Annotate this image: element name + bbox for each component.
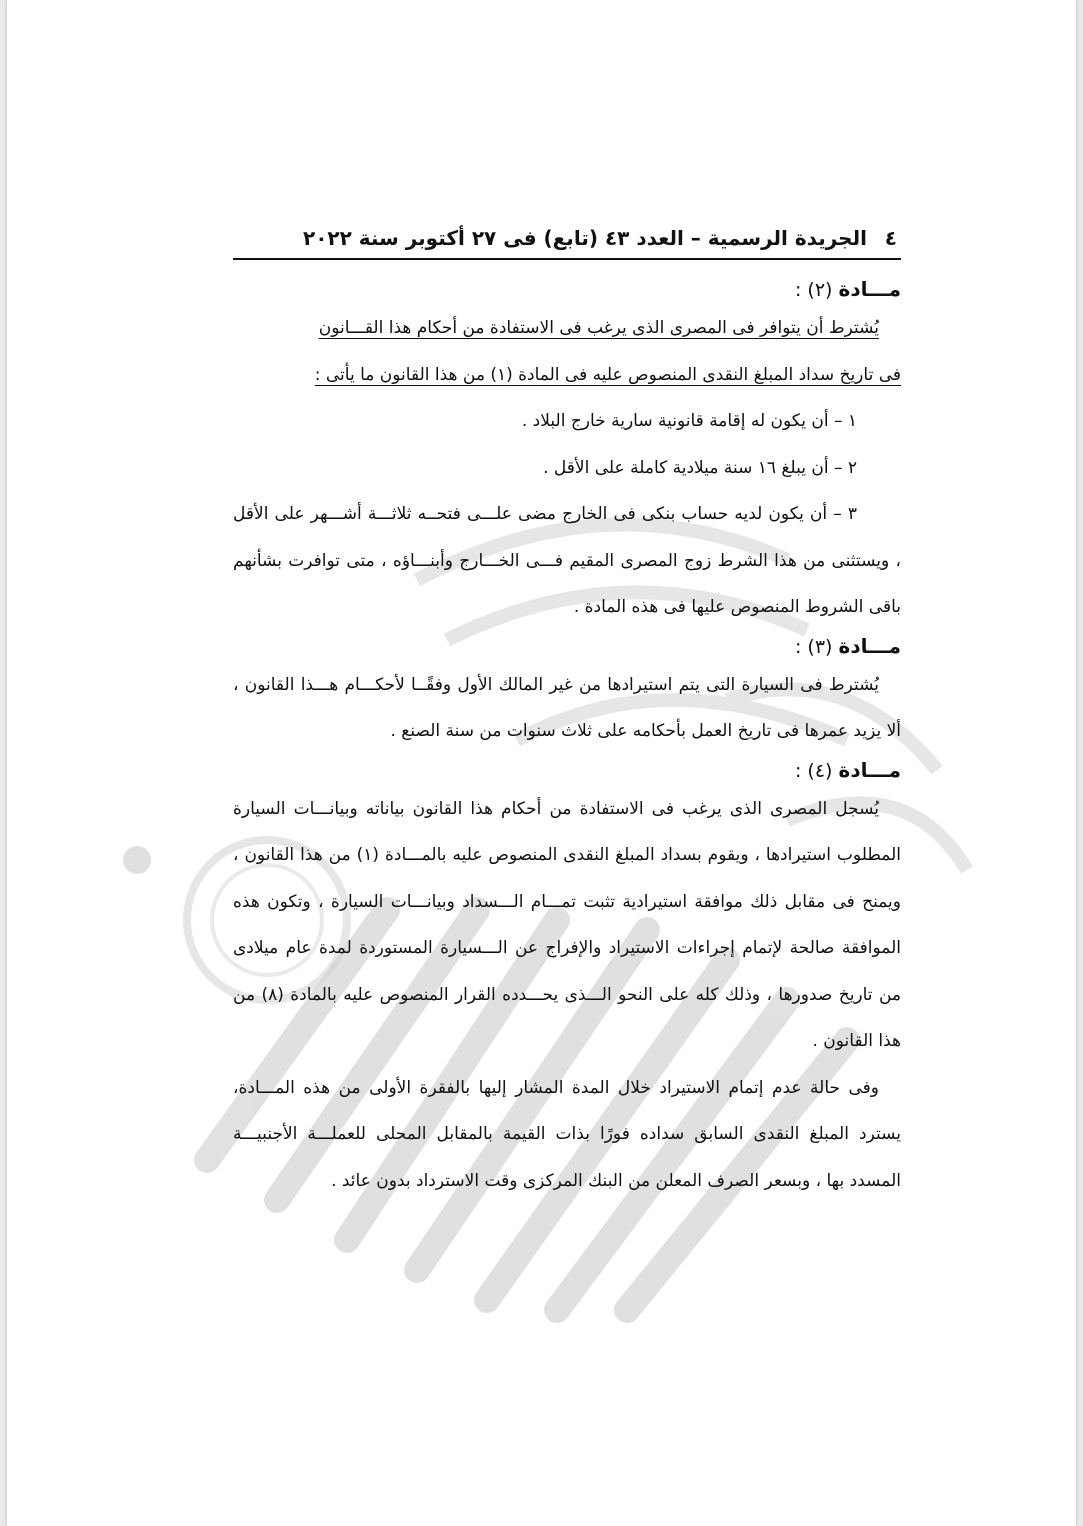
article-2-label: مـــادة bbox=[838, 277, 901, 301]
article-2-item-3: ٣ – أن يكون لديه حساب بنكى فى الخارج مضى علـــى فتحــه ثلاثـــة أشـــهر على الأقل ، ويستثنى من هذا الشرط زوج المصرى المقيم فـــى الخـــارج وأبنـــاؤه ، متى توافرت بشأنهم باقى الشروط المنصوص عليها فى هذه المادة . bbox=[233, 504, 901, 617]
article-2-number: (٢) : bbox=[794, 279, 833, 301]
gazette-title: الجريدة الرسمية – العدد ٤٣ (تابع) فى ٢٧ أكتوبر سنة ٢٠٢٢ bbox=[303, 226, 867, 250]
article-2-line-2: فى تاريخ سداد المبلغ النقدى المنصوص عليه فى المادة (١) من هذا القانون ما يأتى : bbox=[314, 364, 901, 385]
article-3-label: مـــادة bbox=[838, 633, 901, 658]
article-4-paragraph-1: يُسجل المصرى الذى يرغب فى الاستفادة من أحكام هذا القانون بياناته وبيانـــات السيارة المطلوب استيرادها ، ويقوم بسداد المبلغ النقدى المنصوص عليه بالمـــادة (١) من هذا القانون ، ويمنح فى مقابل ذلك موافقة استيرادية تثبت تمـــام الـــسداد وبيانـــات السيارة ، وتكون هذه الموافقة صالحة لإتمام إجراءات الاستيراد والإفراج عن الـــسيارة المستوردة لمدة عام ميلادى من تاريخ صدورها ، وذلك كله على النحو الـــذى يحـــدده القرار المنصوص عليه بالمادة (٨) من هذا القانون . bbox=[233, 798, 901, 1051]
article-4-paragraph-2: وفى حالة عدم إتمام الاستيراد خلال المدة المشار إليها بالفقرة الأولى من هذه المـــادة، يسترد المبلغ النقدى السابق سداده فورًا بذات القيمة بالمقابل المحلى للعملـــة الأجنبيـــة المسدد بها ، وبسعر الصرف المعلن من البنك المركزى وقت الاسترداد بدون عائد . bbox=[233, 1077, 901, 1191]
article-4-number: (٤) : bbox=[794, 759, 833, 782]
document-content bbox=[233, 226, 901, 1204]
article-2-item-1: ١ – أن يكون له إقامة قانونية سارية خارج البلاد . bbox=[521, 411, 857, 431]
page-number: ٤ bbox=[884, 226, 897, 250]
article-4-label: مـــادة bbox=[838, 757, 901, 782]
article-3-heading bbox=[233, 631, 901, 662]
article-4-heading bbox=[233, 755, 901, 786]
article-2-heading bbox=[233, 274, 901, 305]
article-3-paragraph: يُشترط فى السيارة التى يتم استيرادها من غير المالك الأول وفقًــا لأحكـــام هـــذا القانون ، ألا يزيد عمرها فى تاريخ العمل بأحكامه على ثلاث سنوات من سنة الصنع . bbox=[233, 674, 901, 741]
article-2-paragraph bbox=[233, 305, 901, 398]
article-3-number: (٣) : bbox=[794, 635, 833, 658]
page-header bbox=[233, 226, 901, 260]
article-2-line-1: يُشترط أن يتوافر فى المصرى الذى يرغب فى الاستفادة من أحكام هذا القـــانون bbox=[318, 318, 879, 338]
article-2-item-2: ٢ – أن يبلغ ١٦ سنة ميلادية كاملة على الأقل . bbox=[543, 457, 857, 478]
document-page bbox=[7, 0, 1076, 1526]
